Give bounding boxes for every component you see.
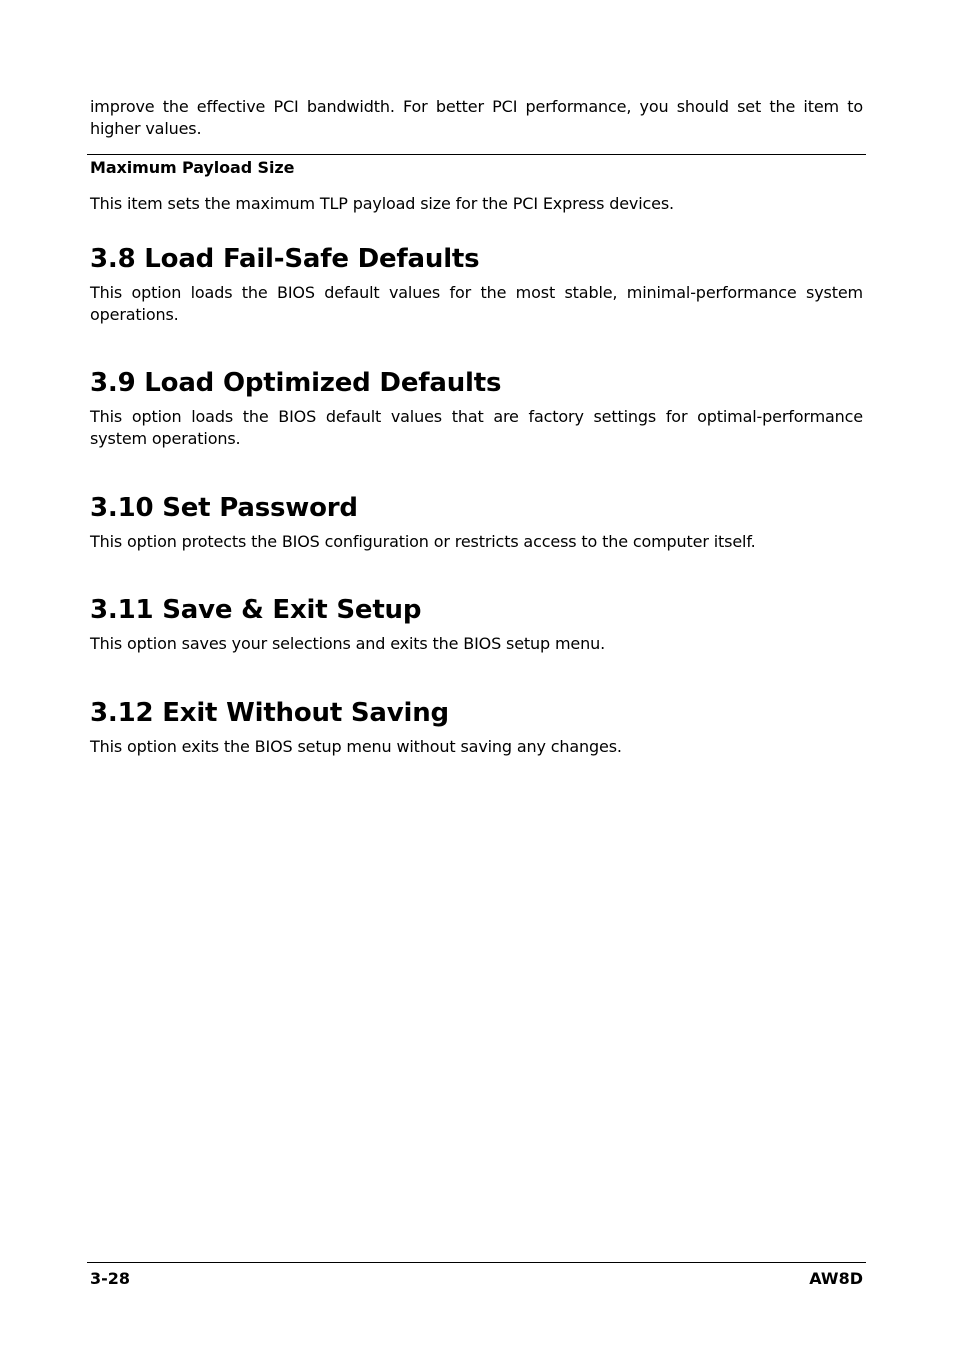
max-payload-heading: Maximum Payload Size [90,158,295,177]
intro-paragraph: improve the effective PCI bandwidth. For better PCI performance, you should set the item to higher values. [90,97,863,138]
section-heading-3-10: 3.10 Set Password [90,493,358,523]
footer-page-number: 3-28 [90,1269,131,1288]
top-divider [87,154,866,155]
max-payload-text: This item sets the maximum TLP payload size for the PCI Express devices. [90,194,674,213]
footer-model: AW8D [809,1269,863,1288]
section-text-3-10: This option protects the BIOS configuration or restricts access to the computer itself. [90,532,756,551]
section-heading-3-8: 3.8 Load Fail-Safe Defaults [90,244,480,274]
section-heading-3-11: 3.11 Save & Exit Setup [90,595,422,625]
section-heading-3-9: 3.9 Load Optimized Defaults [90,368,502,398]
footer-divider [87,1262,866,1263]
section-heading-3-12: 3.12 Exit Without Saving [90,698,449,728]
section-text-3-9: This option loads the BIOS default values that are factory settings for optimal-performance system operations. [90,407,863,448]
section-text-3-8: This option loads the BIOS default values for the most stable, minimal-performance system operations. [90,283,863,324]
section-text-3-12: This option exits the BIOS setup menu without saving any changes. [90,737,622,756]
section-text-3-11: This option saves your selections and exits the BIOS setup menu. [90,634,606,653]
intro-block [90,96,863,140]
